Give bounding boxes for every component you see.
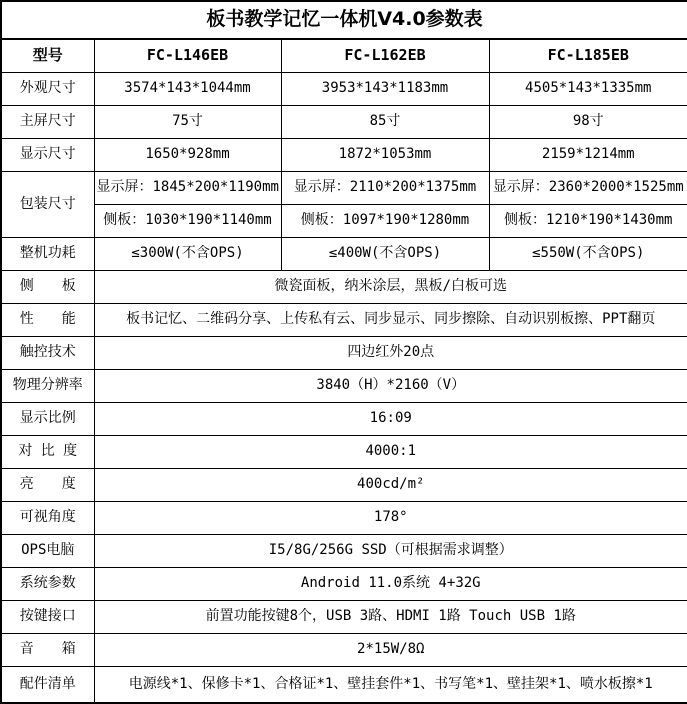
row-buttons-ports — [1, 600, 687, 633]
cell-resolution: 3840（H）*2160（V） — [94, 369, 687, 402]
row-label-speaker: 音 箱 — [1, 633, 94, 666]
row-label-system: 系统参数 — [1, 567, 94, 600]
title-row — [1, 1, 687, 39]
row-label-appearance: 外观尺寸 — [1, 72, 94, 105]
cell-packing-side-3: 侧板：1210*190*1430mm — [489, 204, 687, 237]
row-label-brightness: 亮 度 — [1, 468, 94, 501]
row-system — [1, 567, 687, 600]
row-appearance — [1, 72, 687, 105]
row-touch — [1, 336, 687, 369]
cell-packing-side-2: 侧板：1097*190*1280mm — [281, 204, 489, 237]
row-label-resolution: 物理分辨率 — [1, 369, 94, 402]
row-label-model: 型号 — [1, 39, 94, 72]
cell-side-panel: 微瓷面板，纳米涂层，黑板/白板可选 — [94, 270, 687, 303]
cell-packing-screen-3: 显示屏：2360*2000*1525mm — [489, 171, 687, 204]
row-label-ops-pc: OPS电脑 — [1, 534, 94, 567]
row-label-main-screen: 主屏尺寸 — [1, 105, 94, 138]
row-side-panel — [1, 270, 687, 303]
cell-packing-side-1: 侧板：1030*190*1140mm — [94, 204, 281, 237]
header-row — [1, 39, 687, 72]
row-label-performance: 性 能 — [1, 303, 94, 336]
cell-appearance-1: 3574*143*1044mm — [94, 72, 281, 105]
row-label-power: 整机功耗 — [1, 237, 94, 270]
row-display-size — [1, 138, 687, 171]
row-label-contrast: 对 比 度 — [1, 435, 94, 468]
cell-packing-screen-2: 显示屏：2110*200*1375mm — [281, 171, 489, 204]
row-resolution — [1, 369, 687, 402]
row-label-aspect-ratio: 显示比例 — [1, 402, 94, 435]
cell-accessories: 电源线*1、保修卡*1、合格证*1、壁挂套件*1、书写笔*1、壁挂架*1、喷水板擦*1 — [94, 666, 687, 703]
cell-power-3: ≤550W(不含OPS) — [489, 237, 687, 270]
cell-main-screen-2: 85寸 — [281, 105, 489, 138]
cell-appearance-3: 4505*143*1335mm — [489, 72, 687, 105]
row-viewing-angle — [1, 501, 687, 534]
row-ops-pc — [1, 534, 687, 567]
row-packing-side — [1, 204, 687, 237]
model-name-3: FC-L185EB — [489, 39, 687, 72]
cell-viewing-angle: 178° — [94, 501, 687, 534]
row-label-buttons-ports: 按键接口 — [1, 600, 94, 633]
row-label-display-size: 显示尺寸 — [1, 138, 94, 171]
row-accessories — [1, 666, 687, 703]
page-title: 板书教学记忆一体机V4.0参数表 — [1, 1, 687, 39]
row-label-viewing-angle: 可视角度 — [1, 501, 94, 534]
cell-power-2: ≤400W(不含OPS) — [281, 237, 489, 270]
cell-ops-pc: I5/8G/256G SSD（可根据需求调整） — [94, 534, 687, 567]
row-brightness — [1, 468, 687, 501]
cell-display-size-1: 1650*928mm — [94, 138, 281, 171]
cell-main-screen-1: 75寸 — [94, 105, 281, 138]
row-power — [1, 237, 687, 270]
cell-appearance-2: 3953*143*1183mm — [281, 72, 489, 105]
row-label-touch: 触控技术 — [1, 336, 94, 369]
cell-brightness: 400cd/m² — [94, 468, 687, 501]
cell-performance: 板书记忆、二维码分享、上传私有云、同步显示、同步擦除、自动识别板擦、PPT翻页 — [94, 303, 687, 336]
row-packing-screen — [1, 171, 687, 204]
row-speaker — [1, 633, 687, 666]
cell-display-size-3: 2159*1214mm — [489, 138, 687, 171]
cell-system: Android 11.0系统 4+32G — [94, 567, 687, 600]
cell-main-screen-3: 98寸 — [489, 105, 687, 138]
cell-touch: 四边红外20点 — [94, 336, 687, 369]
row-main-screen — [1, 105, 687, 138]
cell-display-size-2: 1872*1053mm — [281, 138, 489, 171]
row-label-packing: 包装尺寸 — [1, 171, 94, 237]
cell-contrast: 4000:1 — [94, 435, 687, 468]
row-label-accessories: 配件清单 — [1, 666, 94, 703]
row-aspect-ratio — [1, 402, 687, 435]
model-name-2: FC-L162EB — [281, 39, 489, 72]
cell-packing-screen-1: 显示屏：1845*200*1190mm — [94, 171, 281, 204]
cell-aspect-ratio: 16:09 — [94, 402, 687, 435]
row-performance — [1, 303, 687, 336]
model-name-1: FC-L146EB — [94, 39, 281, 72]
cell-power-1: ≤300W(不含OPS) — [94, 237, 281, 270]
cell-buttons-ports: 前置功能按键8个，USB 3路、HDMI 1路 Touch USB 1路 — [94, 600, 687, 633]
cell-speaker: 2*15W/8Ω — [94, 633, 687, 666]
row-contrast — [1, 435, 687, 468]
row-label-side-panel: 侧 板 — [1, 270, 94, 303]
